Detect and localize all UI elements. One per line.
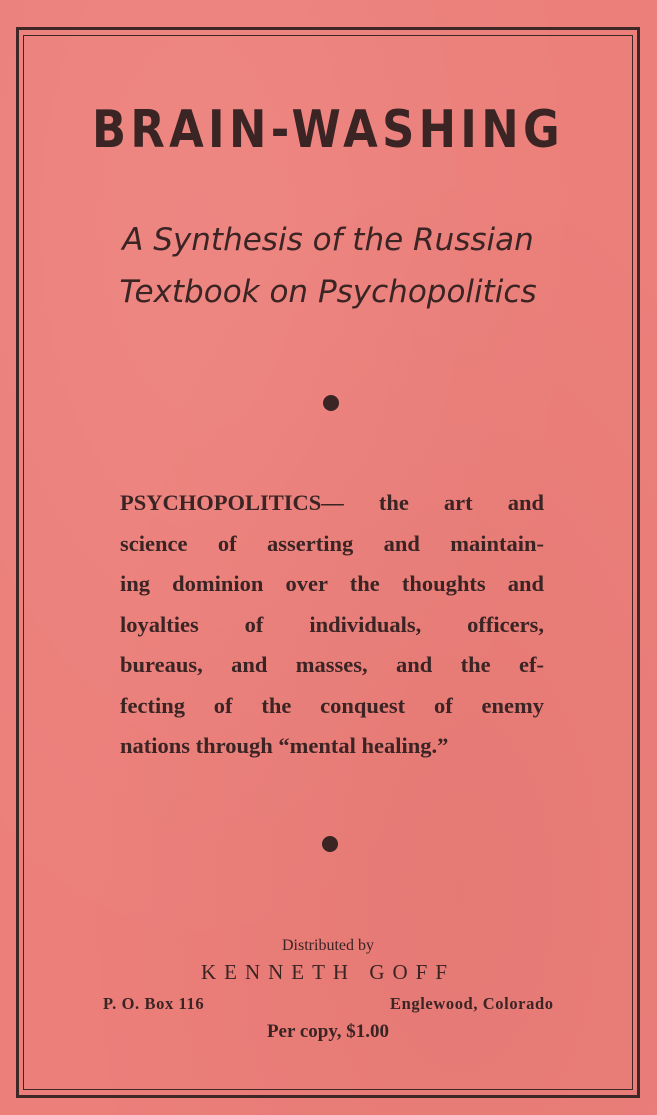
definition-line: nations through “mental healing.”: [120, 733, 449, 758]
definition-line: fecting of the conquest of enemy: [120, 692, 544, 718]
distributed-by-label: Distributed by: [282, 937, 374, 954]
publisher-name: KENNETH GOFF: [200, 960, 456, 984]
location: Englewood, Colorado: [390, 994, 554, 1013]
ornament-dot-lower: [322, 836, 338, 852]
subtitle-line-2: Textbook on Psychopolitics: [119, 274, 537, 310]
definition-line: ing dominion over the thoughts and: [120, 571, 544, 596]
definition-line: bureaus, and masses, and the ef-: [120, 652, 544, 677]
definition-line: loyalties of individuals, officers,: [120, 611, 544, 637]
definition-line: PSYCHOPOLITICS— the art and: [120, 490, 544, 515]
ornament-dot-upper: [323, 395, 339, 411]
po-box: P. O. Box 116: [103, 994, 205, 1013]
subtitle-line-1: A Synthesis of the Russian: [122, 222, 534, 258]
definition-paragraph: [120, 483, 544, 767]
book-title: BRAIN-WASHING: [91, 100, 564, 160]
price-label: Per copy, $1.00: [266, 1021, 390, 1042]
definition-line: science of asserting and maintain-: [120, 530, 544, 556]
